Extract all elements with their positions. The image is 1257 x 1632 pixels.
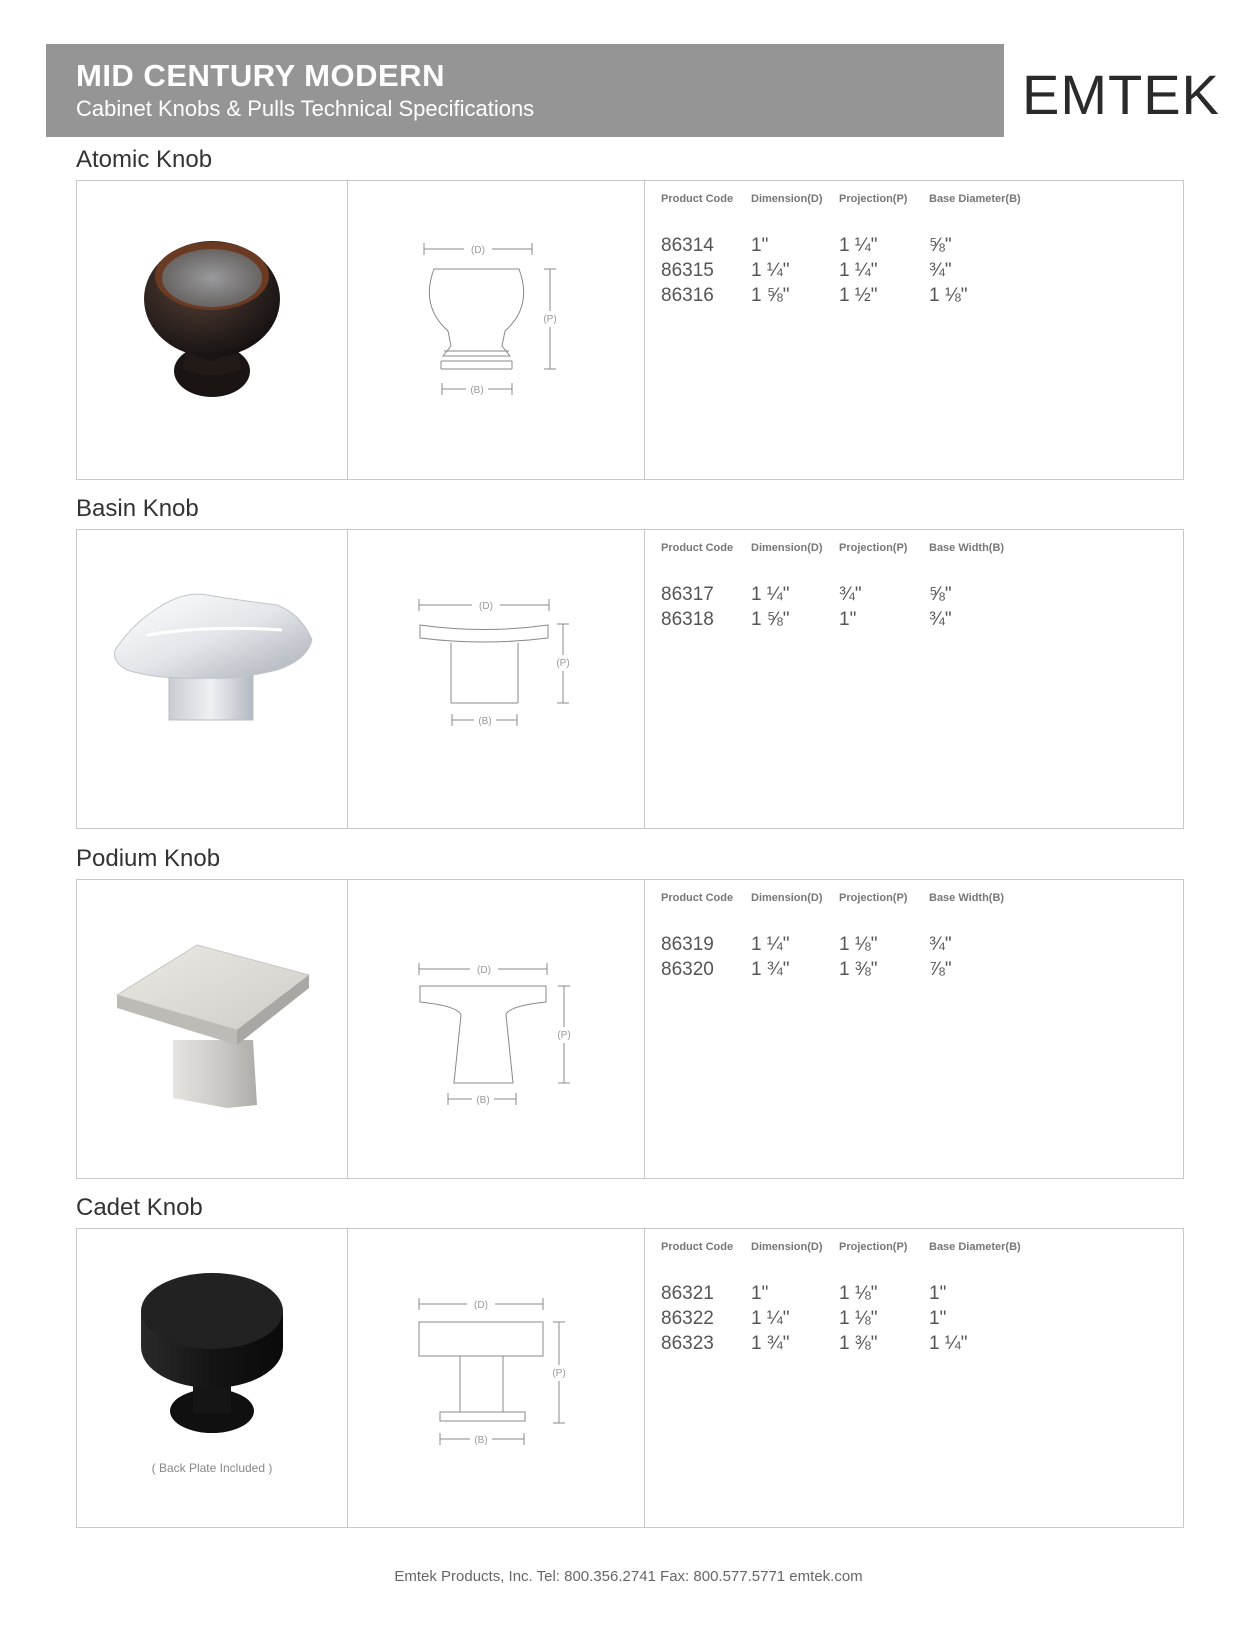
base-label: (B)	[474, 1435, 488, 1446]
section-title-atomic-knob: Atomic Knob	[76, 146, 213, 173]
dimension-label: (D)	[477, 965, 491, 976]
technical-drawing-basin-knob	[348, 530, 644, 828]
projection-label: (P)	[552, 1368, 566, 1379]
header-dimension: Dimension(D)	[751, 892, 823, 904]
product-code: 86318	[661, 609, 714, 630]
atomic-knob-photo-icon	[77, 181, 347, 479]
dimension-label: (D)	[471, 245, 485, 256]
projection-value: 1 ⅜"	[839, 1333, 878, 1354]
projection-value: 1 ⅛"	[839, 934, 878, 955]
basin-knob-drawing-icon	[348, 530, 644, 828]
product-code: 86314	[661, 235, 714, 256]
page-subtitle: Cabinet Knobs & Pulls Technical Specifications	[76, 96, 535, 121]
product-code: 86316	[661, 285, 714, 306]
base-value: ⅝"	[929, 235, 952, 256]
dimension-value: 1 ¼"	[751, 934, 790, 955]
product-code: 86319	[661, 934, 714, 955]
dimension-value: 1 ¾"	[751, 1333, 790, 1354]
section-title-cadet-knob: Cadet Knob	[76, 1194, 203, 1221]
base-value: ¾"	[929, 934, 952, 955]
dimension-value: 1 ¼"	[751, 1308, 790, 1329]
product-code: 86323	[661, 1333, 714, 1354]
base-value: ¾"	[929, 260, 952, 281]
base-value: 1"	[929, 1308, 947, 1329]
product-box-cadet-knob	[76, 1228, 1184, 1528]
section-title-podium-knob: Podium Knob	[76, 845, 221, 872]
header-base: Base Diameter(B)	[929, 193, 1021, 205]
projection-label: (P)	[543, 314, 557, 325]
product-box-podium-knob	[76, 879, 1184, 1179]
base-value: ⅞"	[929, 959, 952, 980]
base-value: 1 ⅛"	[929, 285, 968, 306]
product-photo-atomic-knob	[77, 181, 347, 479]
product-code: 86322	[661, 1308, 714, 1329]
dimension-value: 1 ⅝"	[751, 285, 790, 306]
podium-knob-photo-icon	[77, 880, 347, 1178]
dimension-value: 1 ¼"	[751, 584, 790, 605]
dimension-label: (D)	[474, 1300, 488, 1311]
projection-value: 1 ¼"	[839, 235, 878, 256]
technical-drawing-cadet-knob	[348, 1229, 644, 1527]
spec-table-cadet-knob	[645, 1229, 1183, 1527]
product-code: 86320	[661, 959, 714, 980]
product-photo-basin-knob	[77, 530, 347, 828]
header-projection: Projection(P)	[839, 193, 908, 205]
projection-label: (P)	[557, 1030, 571, 1041]
cadet-knob-photo-icon	[77, 1229, 347, 1459]
back-plate-note: ( Back Plate Included )	[151, 1461, 273, 1475]
base-value: ⅝"	[929, 584, 952, 605]
header-dimension: Dimension(D)	[751, 193, 823, 205]
atomic-knob-drawing-icon	[348, 181, 644, 479]
header-projection: Projection(P)	[839, 1241, 908, 1253]
spec-table-podium-knob	[645, 880, 1183, 1178]
footer-contact: Emtek Products, Inc. Tel: 800.356.2741 Fax: 800.577.5771 emtek.com	[394, 1568, 863, 1585]
technical-drawing-atomic-knob	[348, 181, 644, 479]
header-base: Base Width(B)	[929, 892, 1005, 904]
dimension-value: 1"	[751, 1283, 769, 1304]
header-product-code: Product Code	[661, 542, 734, 554]
page-title: MID CENTURY MODERN	[76, 58, 445, 93]
cadet-knob-drawing-icon	[348, 1229, 644, 1527]
header-base: Base Width(B)	[929, 542, 1005, 554]
emtek-logo: EMTEK	[1022, 63, 1220, 126]
dimension-label: (D)	[479, 601, 493, 612]
projection-value: 1 ⅛"	[839, 1308, 878, 1329]
dimension-value: 1 ⅝"	[751, 609, 790, 630]
projection-value: 1 ⅜"	[839, 959, 878, 980]
spec-table-atomic-knob	[645, 181, 1183, 479]
header-projection: Projection(P)	[839, 542, 908, 554]
projection-value: ¾"	[839, 584, 862, 605]
projection-value: 1 ½"	[839, 285, 878, 306]
product-photo-podium-knob	[77, 880, 347, 1178]
projection-value: 1"	[839, 609, 857, 630]
header-dimension: Dimension(D)	[751, 542, 823, 554]
technical-drawing-podium-knob	[348, 880, 644, 1178]
section-title-basin-knob: Basin Knob	[76, 495, 199, 522]
base-value: ¾"	[929, 609, 952, 630]
projection-value: 1 ¼"	[839, 260, 878, 281]
dimension-value: 1 ¾"	[751, 959, 790, 980]
podium-knob-drawing-icon	[348, 880, 644, 1178]
product-box-atomic-knob	[76, 180, 1184, 480]
basin-knob-photo-icon	[77, 530, 347, 828]
product-box-basin-knob	[76, 529, 1184, 829]
header-product-code: Product Code	[661, 1241, 734, 1253]
base-label: (B)	[478, 716, 492, 727]
projection-value: 1 ⅛"	[839, 1283, 878, 1304]
base-label: (B)	[476, 1095, 490, 1106]
dimension-value: 1 ¼"	[751, 260, 790, 281]
header-projection: Projection(P)	[839, 892, 908, 904]
spec-table-basin-knob	[645, 530, 1183, 828]
projection-label: (P)	[556, 658, 570, 669]
dimension-value: 1"	[751, 235, 769, 256]
header-product-code: Product Code	[661, 193, 734, 205]
product-code: 86321	[661, 1283, 714, 1304]
base-value: 1 ¼"	[929, 1333, 968, 1354]
product-code: 86315	[661, 260, 714, 281]
product-photo-cadet-knob	[77, 1229, 347, 1527]
header-base: Base Diameter(B)	[929, 1241, 1021, 1253]
header-product-code: Product Code	[661, 892, 734, 904]
base-value: 1"	[929, 1283, 947, 1304]
base-label: (B)	[470, 385, 484, 396]
header-dimension: Dimension(D)	[751, 1241, 823, 1253]
header-banner	[46, 44, 1004, 137]
product-code: 86317	[661, 584, 714, 605]
